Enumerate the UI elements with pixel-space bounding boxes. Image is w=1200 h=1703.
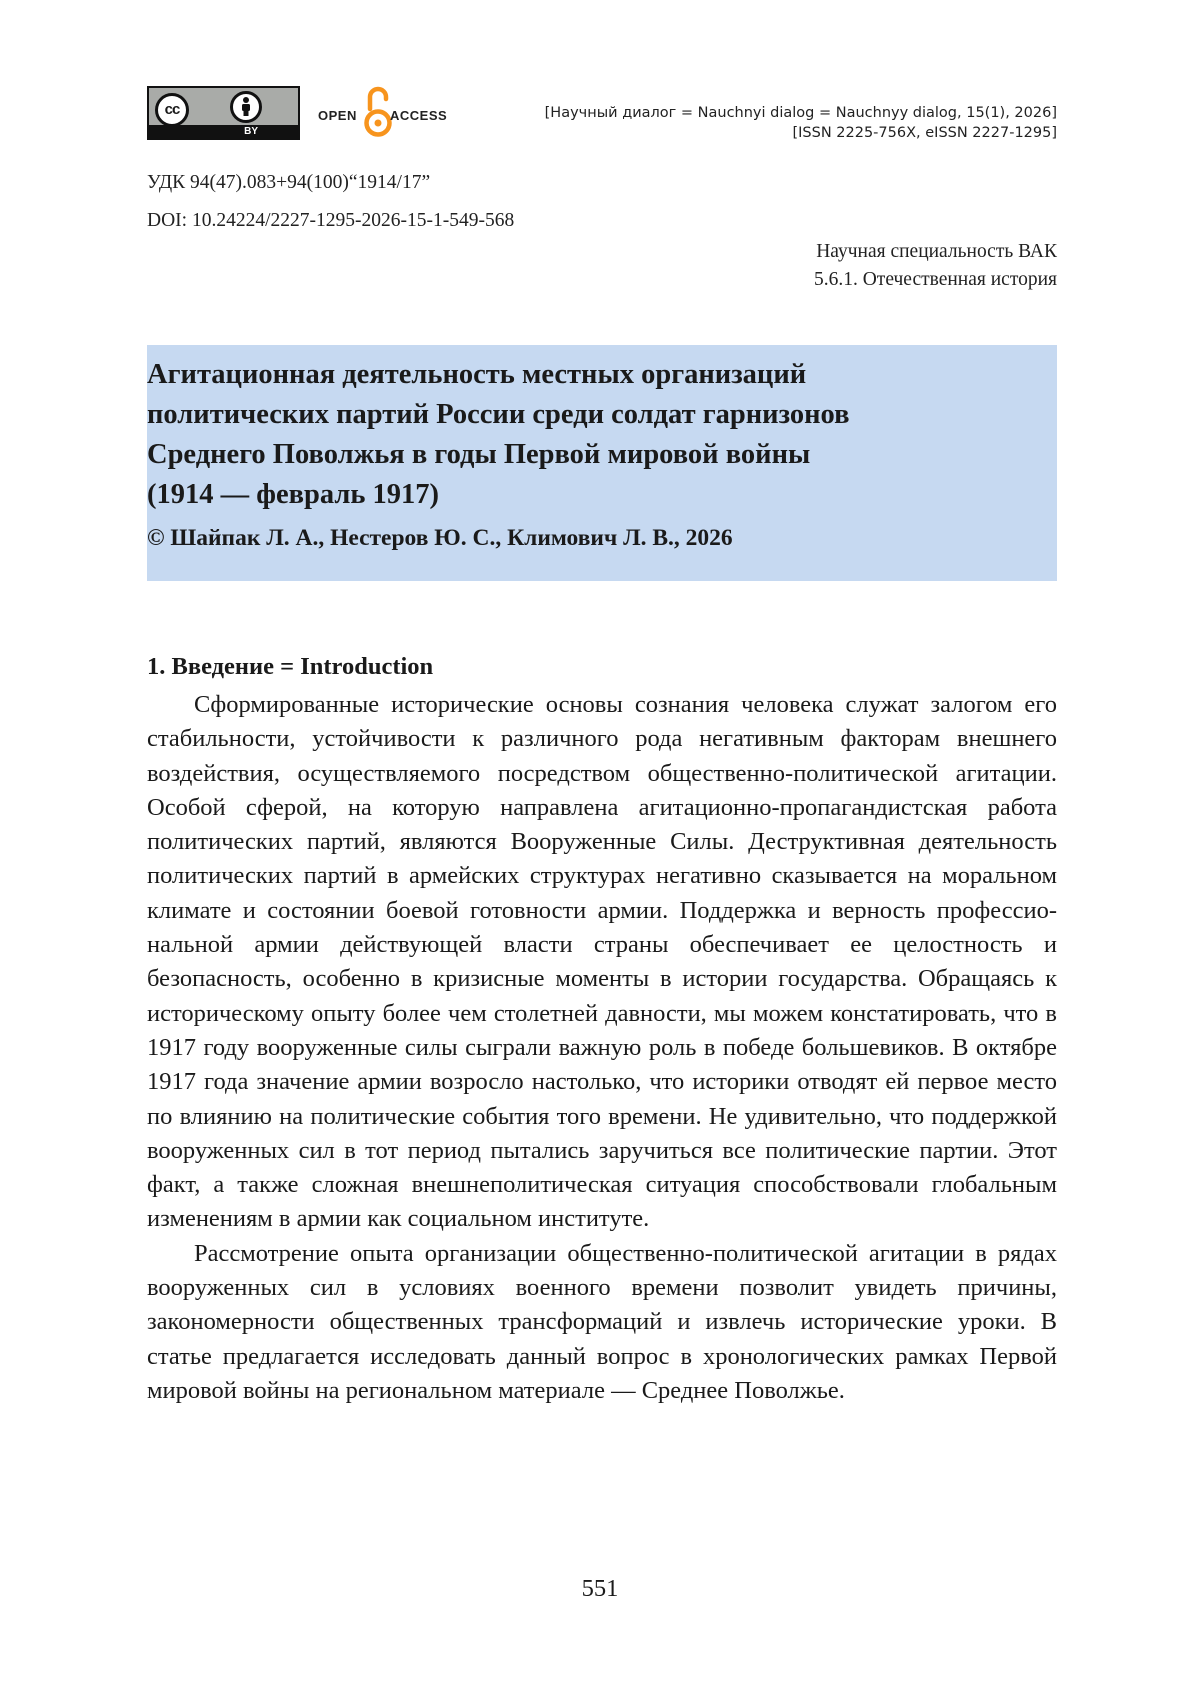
open-access-logo[interactable] — [318, 85, 458, 140]
page-number: 551 — [581, 1575, 619, 1602]
license-by-label: BY — [244, 126, 258, 137]
section-heading-introduction: 1. Введение = Introduction — [147, 653, 434, 680]
body-text — [147, 688, 1057, 1408]
creative-commons-icon: cc — [155, 93, 189, 127]
specialty-block — [814, 238, 1057, 294]
title-line: Агитационная деятельность местных организаций — [147, 359, 807, 390]
udk-code: УДК 94(47).083+94(100)“1914/17” — [147, 172, 431, 193]
paragraph: Сформированные исторические основы сознания человека служат залогом его стабильности, устойчивости к различного рода негативным факторам внешнего воздействия, осуществляемого посредством общественно-политической агитации. Особой сферой, на которую направлена агитационно-пропагандистская работа политических партий, являются Вооруженные Силы. Деструктивная деятельность политических партий в армейских структурах негативно сказывается на моральном климате и состоянии боевой готовности армии. Поддержка и верность профессиональной армии действующей власти страны обеспечивает ее целостность и безопасность, особенно в кризисные моменты в истории государства. Обращаясь к историческому опыту более чем столетней давности, мы можем констатировать, что в 1917 году вооруженные силы сыграли важную роль в победе большевиков. В октябре 1917 года значение армии возросло настолько, что историки отводят ей первое место по влиянию на политические события того времени. Не удивительно, что поддержкой вооруженных сил в тот период пытались заручиться все политические партии. Этот факт, а также сложная внешнеполитическая ситуация способствовали глобальным изменениям в армии как социальном институте. — [147, 691, 1057, 1233]
attribution-person-icon — [230, 91, 262, 123]
specialty-code: 5.6.1. Отечественная история — [813, 269, 1057, 290]
journal-citation-line: [Научный диалог = Nauchnyi dialog = Nauchnyy dialog, 15(1), 2026] — [544, 105, 1057, 121]
paragraph: Рассмотрение опыта организации общественно-политической агитации в рядах вооруженных сил в условиях военного времени позволит увидеть причины, закономерности общественных трансформаций и извлечь исторические уроки. В статье предлагается исследовать данный вопрос в хронологических рамках Первой мировой войны на региональном материале — Среднее Поволжье. — [147, 1239, 1057, 1404]
journal-issn-line: [ISSN 2225-756X, eISSN 2227-1295] — [792, 125, 1057, 141]
open-lock-icon — [364, 85, 392, 141]
specialty-heading: Научная специальность ВАК — [816, 241, 1057, 262]
article-title — [147, 355, 1057, 515]
open-access-right-text: ACCESS — [390, 108, 448, 123]
title-line: (1914 — февраль 1917) — [147, 479, 440, 510]
cc-by-license-badge[interactable] — [147, 86, 300, 140]
title-line: политических партий России среди солдат гарнизонов — [147, 399, 850, 430]
doi-link[interactable]: DOI: 10.24224/2227-1295-2026-15-1-549-568 — [147, 210, 515, 231]
article-title-box — [147, 345, 1057, 581]
article-authors: © Шайпак Л. А., Нестеров Ю. С., Климович Л. В., 2026 — [147, 525, 733, 551]
title-line: Среднего Поволжья в годы Первой мировой войны — [147, 439, 811, 470]
open-access-left-text: OPEN — [318, 108, 357, 123]
journal-citation — [545, 103, 1057, 143]
